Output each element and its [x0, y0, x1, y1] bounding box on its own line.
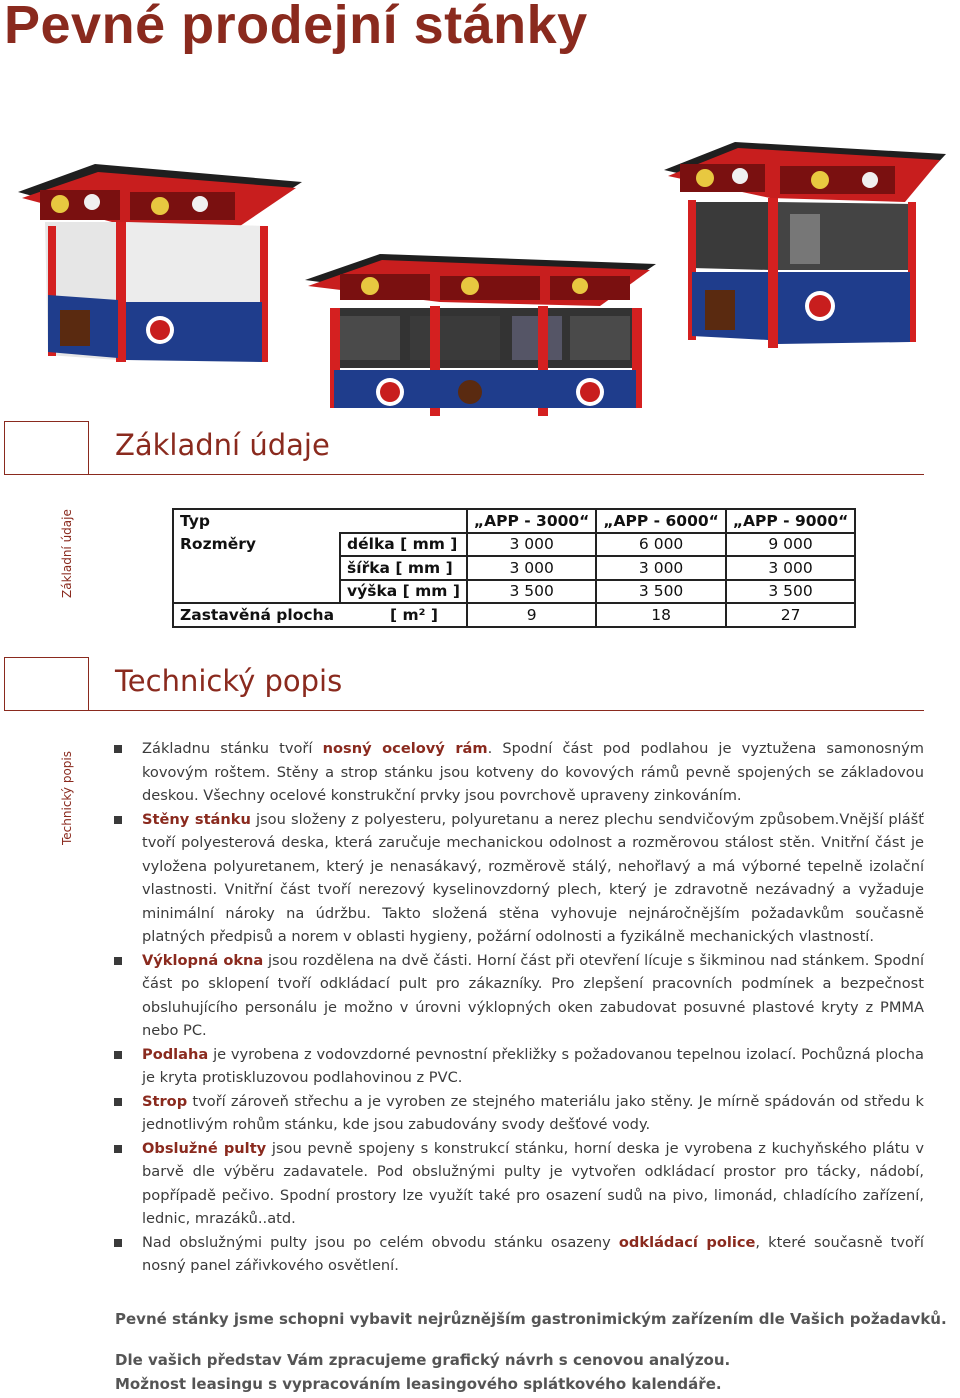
description-item — [110, 1137, 924, 1231]
page-title: Pevné prodejní stánky — [4, 0, 588, 55]
table-cell: 3 500 — [467, 580, 596, 604]
row-label: délka [ mm ] — [340, 533, 467, 557]
table-row — [173, 580, 855, 604]
bullet-square-icon — [114, 1051, 122, 1059]
table-cell: 27 — [726, 603, 855, 627]
kiosk-right — [664, 142, 946, 348]
table-row — [173, 603, 855, 627]
table-cell: 3 000 — [726, 556, 855, 580]
type-label: Typ — [173, 509, 467, 533]
highlight-term: Stěny stánku — [142, 810, 251, 828]
side-label-basic: Základní údaje — [60, 509, 74, 598]
description-item — [110, 808, 924, 949]
description-item — [110, 949, 924, 1043]
highlight-term: nosný ocelový rám — [322, 740, 488, 757]
bullet-square-icon — [114, 745, 122, 753]
section-title-basic: Základní údaje — [115, 428, 330, 462]
description-item — [110, 1043, 924, 1090]
table-row — [173, 533, 855, 557]
description-text: Nad obslužnými pulty jsou po celém obvodu stánku osazeny — [142, 1233, 619, 1251]
model-header: „APP - 3000“ — [467, 509, 596, 533]
highlight-term: odkládací police — [618, 1233, 756, 1251]
table-cell: 9 — [467, 603, 596, 627]
table-row — [173, 509, 855, 533]
table-cell: 9 000 — [726, 533, 855, 557]
section-divider-tech — [88, 657, 89, 711]
dimensions-label: Rozměry — [173, 533, 340, 557]
empty-cell — [173, 580, 340, 604]
section-marker-tech — [4, 657, 89, 711]
section-underline-basic — [88, 474, 924, 475]
specs-table — [172, 508, 856, 628]
table-cell: 3 000 — [596, 556, 725, 580]
kiosks-illustration — [0, 130, 960, 420]
area-unit: [ m² ] — [340, 603, 467, 627]
highlight-term: Strop — [142, 1092, 188, 1110]
area-label: Zastavěná plocha — [173, 603, 340, 627]
bullet-square-icon — [114, 1239, 122, 1247]
row-label: výška [ mm ] — [340, 580, 467, 604]
row-label: šířka [ mm ] — [340, 556, 467, 580]
table-cell: 3 500 — [726, 580, 855, 604]
description-item — [110, 737, 924, 808]
description-text: je vyrobena z vodovzdorné pevnostní překližky s požadovanou tepelnou izolací. Pochůzná plocha je kryta protiskluzovou podlahovinou z PVC. — [142, 1045, 924, 1086]
highlight-term: Obslužné pulty — [142, 1139, 267, 1157]
description-text: jsou pevně spojeny s konstrukcí stánku, horní deska je vyrobena z kuchyňského plátu v barvě dle výběru zadavatele. Pod obslužnými pulty je vytvořen odkládací prostor pro tácky, nádobí, popřípadě pečivo. Spodní prostory lze využít také pro osazení sudů na pivo, limonád, chladícího zařízení, lednic, mrazáků..atd. — [142, 1139, 925, 1227]
bullet-square-icon — [114, 1145, 122, 1153]
table-cell: 3 000 — [467, 533, 596, 557]
section-title-tech: Technický popis — [115, 664, 343, 698]
description-text: Základnu stánku tvoří — [142, 740, 323, 757]
table-cell: 3 500 — [596, 580, 725, 604]
table-cell: 6 000 — [596, 533, 725, 557]
bullet-square-icon — [114, 957, 122, 965]
description-item — [110, 1090, 924, 1137]
table-cell: 3 000 — [467, 556, 596, 580]
model-header: „APP - 6000“ — [596, 509, 725, 533]
description-item — [110, 1231, 924, 1278]
section-marker-basic — [4, 421, 89, 475]
description-text: . Spodní část pod podlahou je vyztužena samonosným kovovým roštem. Stěny a strop stánku jsou kotveny do kovových rámů pevně spojených se základovou deskou. Všechny ocelové konstrukční prvky jsou povrchově upraveny zinkováním. — [142, 740, 925, 804]
highlight-term: Podlaha — [142, 1045, 209, 1063]
description-text: jsou rozdělena na dvě části. Horní část při otevření lícuje s šikminou nad stánkem. Spodní část po sklopení tvoří odkládací pult pro zákazníky. Pro zlepšení pracovních podmínek a bezpečnost obsluhujícího personálu je možno v úrovni výklopných oken zabudovat posuvné plastové kryty z PMMA nebo PC. — [142, 951, 925, 1039]
empty-cell — [173, 556, 340, 580]
footer-line-1: Pevné stánky jsme schopni vybavit nejrůznějším gastronimickým zařízením dle Vašich požadavků. — [115, 1310, 947, 1328]
section-underline-tech — [88, 710, 924, 711]
kiosk-large — [305, 254, 656, 416]
section-divider-basic — [88, 421, 89, 475]
model-header: „APP - 9000“ — [726, 509, 855, 533]
table-cell: 18 — [596, 603, 725, 627]
side-label-tech: Technický popis — [60, 750, 74, 845]
bullet-square-icon — [114, 1098, 122, 1106]
highlight-term: Výklopná okna — [142, 951, 264, 969]
description-text: jsou složeny z polyesteru, polyuretanu a nerez plechu sendvičovým způsobem.Vnější plášť tvoří polyesterová deska, která zaručuje mechanickou odolnost a rozměrovou stálost stěn. Vnitřní část je vyložena polyuretanem, který je nenasákavý, rozměrově stálý, nehořlavý a má výborné tepelně izolační vlastnosti. Vnitřní část tvoří nerezový kyselinovzdorný plech, který je zdravotně nezávadný a vyžaduje minimální nároky na údržbu. Takto složená stěna vyhovuje nejnáročnějším požadavkům současně platných předpisů a norem v oblasti hygieny, požární odolnosti a fyzikálně mechanických vlastností. — [142, 810, 924, 945]
description-text: , které současně tvoří nosný panel zářivkového osvětlení. — [142, 1233, 924, 1274]
table-row — [173, 556, 855, 580]
footer-line-2: Dle vašich představ Vám zpracujeme grafický návrh s cenovou analýzou. — [115, 1351, 731, 1369]
bullet-square-icon — [114, 816, 122, 824]
footer-line-3: Možnost leasingu s vypracováním leasingového splátkového kalendáře. — [115, 1375, 722, 1393]
description-text: tvoří zároveň střechu a je vyroben ze stejného materiálu jako stěny. Je mírně spádován od středu k jednotlivým rohům stánku, kde jsou zabudovány svody dešťové vody. — [142, 1092, 924, 1133]
description-list — [110, 737, 924, 1278]
kiosk-small — [18, 164, 302, 362]
